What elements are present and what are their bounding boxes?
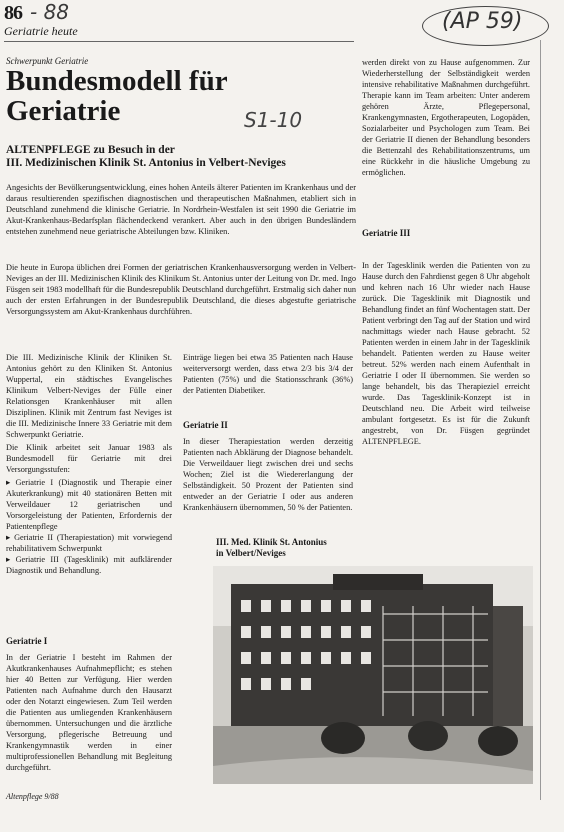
column-left-bottom: In der Geriatrie I besteht im Rahmen der Akutkrankenhauses Aufnahmepflicht; es stehen hier 40 Betten zur Verfügung. Hier werden Patienten nach Aufnahme durch den Hausarzt oder den Notarzt eingewiesen. Zum Teil werden die Patienten aus umliegenden Krankenhäusern übernommen. Untersuchungen und die ärztliche Versorgung, pflegerische Betreuung und Krankengymnastik werden in einer multiprofessionellen Behandlung mit Begleitung durchgeführt. bbox=[6, 653, 172, 772]
intro-paragraph-2: Die heute in Europa üblichen drei Formen der geriatrischen Krankenhausversorgung werden in Velbert-Neviges an der III. Medizinischen Klinik des Klinikum St. Antonius unter der Leitung von Dr. med. Ingo Füsgen seit 1983 modellhaft für die Bundesrepublik Deutschland durchgeführt. Erstmalig sich daher nun auch der ersten Erfahrungen in der Bundesrepublik Deutschland, die dieses abgestufte geriatrische Versorgungssystem am Akut-Krankenhaus durchführen. bbox=[6, 263, 356, 316]
page-number: 86 bbox=[4, 2, 22, 24]
subhead-line-2: III. Medizinischen Klinik St. Antonius in Velbert-Neviges bbox=[6, 157, 286, 169]
article-subhead bbox=[6, 144, 366, 170]
section-label: Geriatrie heute bbox=[4, 24, 78, 38]
bullet-item: ▸ Geriatrie I (Diagnostik und Therapie einer Akuterkrankung) mit 40 stationären Betten mit Verweildauer 12 geriatrischen und Vorsorgeleistung der Patienten, Erfordernis der Patientenpflege bbox=[6, 478, 172, 531]
clinic-building-photo bbox=[213, 566, 533, 784]
paragraph: Die III. Medizinische Klinik der Kliniken St. Antonius gehört zu den Kliniken St. Antonius Wuppertal, ein städtisches Evangelisches Klinikum Velbert-Neviges der Fülle einer Relationsgen Krankenhäuser mit allen Disziplinen. Klinik mit Zentrum fast Neviges ist die III. Medizinische Innere 33 Geriatrie mit dem Schwerpunkt Geriatrie. bbox=[6, 353, 172, 439]
scan-edge-line bbox=[540, 40, 541, 800]
page-footer: Altenpflege 9/88 bbox=[6, 792, 59, 801]
bullet-item: ▸ Geriatrie II (Therapiestation) mit vorwiegend rehabilitativem Schwerpunkt bbox=[6, 533, 172, 553]
bullet-item: ▸ Geriatrie III (Tagesklinik) mit aufklärender Diagnostik und Behandlung. bbox=[6, 555, 172, 575]
column-right-body: In der Tagesklinik werden die Patienten von zu Hause durch den Fahrdienst gegen 8 Uhr abgeholt und kehren nach 16 Uhr wieder nach Hause zurück. Die Tagesklinik mit Diagnostik und Behandlung findet an fünf Wochentagen statt. Der Patient verbringt den Tag auf der Station und wird nachmittags wieder nach Hause gebracht. 52 Patienten werden in einem Jahr in der Tagesklinik behandelt. Patienten werden zu Hause weiter betreut. 52% werden nach einem Aufenthalt in Geriatrie I oder II übernommen. Sie werden so lange behandelt, bis das Therapieziel erreicht wurde. Das Tagesklinik-Konzept ist in Deutschland neu. Die Arbeit wird teilweise ambulant fortgesetzt. Es ist für die Zukunft angestrebt, von Dr. Füsgen gegründet ALTENPFLEGE. bbox=[362, 261, 530, 446]
column-right-top: werden direkt von zu Hause aufgenommen. Zur Wiederherstellung der Selbständigkeit werden intensive rehabilitative Maßnahmen durchgeführt. Therapie kann im Team arbeiten: Unter anderem gehören Ärzte, Pflegepersonal, Krankengymnasten, Ergotherapeuten, Logopäden, Sozialarbeiter und Psychologen zum Team. Bei der Geriatrie II dienen der Behandlung besonders die Bettenzahl des Rehabilitationszentrums, um eine Rückkehr in die häusliche Umgebung zu ermöglichen. bbox=[362, 58, 530, 177]
heading-geriatrie-1: Geriatrie I bbox=[6, 636, 48, 646]
column-middle-top: Einträge liegen bei etwa 35 Patienten nach Hause weiterversorgt werden, dass etwa 2/3 bis 3/4 der Patienten (75%) und die Stationsschrank (36%) der Patienten Diabetiker. bbox=[183, 353, 353, 395]
paragraph: Die Klinik arbeitet seit Januar 1983 als Bundesmodell für Geriatrie mit drei Versorgungsstufen: bbox=[6, 443, 172, 474]
subhead-line-1: ALTENPFLEGE zu Besuch in der bbox=[6, 144, 175, 156]
handwritten-page-note: - 88 bbox=[30, 0, 70, 24]
handwritten-stamp: (AP 59) bbox=[442, 9, 523, 34]
article-headline: Bundesmodell für Geriatrie bbox=[6, 65, 228, 127]
article-kicker: Schwerpunkt Geriatrie bbox=[6, 56, 89, 66]
header-divider bbox=[4, 41, 354, 42]
photo-caption: III. Med. Klinik St. Antonius in Velbert/Neviges bbox=[216, 537, 327, 558]
heading-geriatrie-3: Geriatrie III bbox=[362, 228, 411, 238]
heading-geriatrie-2: Geriatrie II bbox=[183, 420, 228, 430]
column-left-top bbox=[6, 352, 172, 576]
handwritten-note: S1-10 bbox=[244, 108, 303, 132]
intro-paragraph-1: Angesichts der Bevölkerungsentwicklung, eines hohen Anteils älterer Patienten im Krankenhaus und der daraus resultierenden spezifischen diagnostischen und therapeutischen Maßnahmen, etabliert sich in Deutschland zunehmend die klinische Geriatrie. In Nordrhein-Westfalen ist seit 1990 die Geriatrie im Akut-Krankenhaus-Bedarfsplan flächendeckend verankert. Aber auch in den übrigen Bundesländern entstehen zunehmend neue geriatrische Abteilungen bzw. Kliniken. bbox=[6, 183, 356, 236]
column-middle-body: In dieser Therapiestation werden derzeitig Patienten nach Abklärung der Diagnose behandelt. Die Verweildauer liegt zwischen drei und sechs Wochen; Ziel ist die Wiedererlangung der Selbständigkeit. 50 Prozent der Patienten sind entweder an der Geriatrie I oder aus anderen Krankenhäusern übernommen, 50 % der Patienten. bbox=[183, 437, 353, 512]
